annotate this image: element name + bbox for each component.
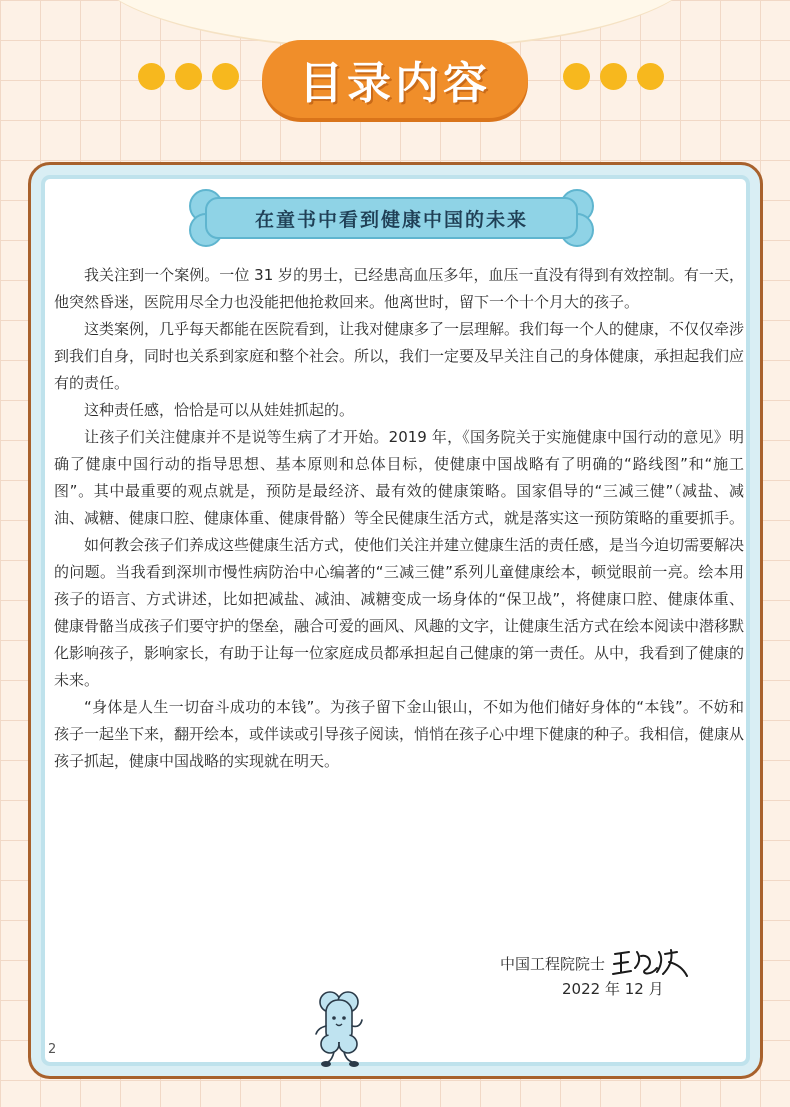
dot	[600, 63, 627, 90]
signature-image	[611, 946, 691, 980]
page-title-pill	[262, 40, 528, 118]
paragraph: 这种责任感，恰恰是可以从娃娃抓起的。	[84, 401, 355, 419]
dots-left	[138, 63, 239, 90]
dot	[563, 63, 590, 90]
signature-block	[500, 946, 691, 980]
dots-right	[563, 63, 664, 90]
paragraph: 如何教会孩子们养成这些健康生活方式，使他们关注并建立健康生活的责任感，是当今迫切需要解决的问题。当我看到深圳市慢性病防治中心编著的“三减三健”系列儿童健康绘本，顿觉眼前一亮。绘本用孩子的语言、方式讲述，比如把减盐、减油、减糖变成一场身体的“保卫战”，将健康口腔、健康体重、健康骨骼当成孩子们要守护的堡垒，融合可爱的画风、风趣的文字，让健康生活方式在绘本阅读中潜移默化影响孩子，影响家长，有助于让每一位家庭成员都承担起自己健康的第一责任。从中，我看到了健康的未来。	[54, 536, 745, 689]
paragraph: “身体是人生一切奋斗成功的本钱”。为孩子留下金山银山，不如为他们储好身体的“本钱”。不妨和孩子一起坐下来，翻开绘本，或伴读或引导孩子阅读，悄悄在孩子心中埋下健康的种子。我相信，健康从孩子抓起，健康中国战略的实现就在明天。	[54, 698, 745, 770]
paragraph: 这类案例，几乎每天都能在医院看到，让我对健康多了一层理解。我们每一个人的健康，不仅仅牵涉到我们自身，同时也关系到家庭和整个社会。所以，我们一定要及早关注自己的身体健康，承担起我们应有的责任。	[54, 320, 745, 392]
paragraph: 让孩子们关注健康并不是说等生病了才开始。2019 年，《国务院关于实施健康中国行动的意见》明确了健康中国行动的指导思想、基本原则和总体目标，使健康中国战略有了明确的“路线图”和“施工图”。其中最重要的观点就是，预防是最经济、最有效的健康策略。国家倡导的“三减三健”（减盐、减油、减糖、健康口腔、健康体重、健康骨骼）等全民健康生活方式，就是落实这一预防策略的重要抓手。	[54, 428, 745, 527]
article-body	[54, 262, 744, 775]
page-title: 目录内容	[299, 58, 491, 109]
paragraph: 我关注到一个案例。一位 31 岁的男士，已经患高血压多年，血压一直没有得到有效控制。有一天，他突然昏迷，医院用尽全力也没能把他抢救回来。他离世时，留下一个十个月大的孩子。	[54, 266, 744, 311]
dot	[138, 63, 165, 90]
date: 2022 年 12 月	[562, 980, 664, 998]
dot	[175, 63, 202, 90]
page-number: 2	[48, 1042, 57, 1057]
signature-title: 中国工程院院士	[500, 954, 606, 973]
dot	[637, 63, 664, 90]
dot	[212, 63, 239, 90]
bone-mascot-icon	[308, 990, 370, 1070]
section-heading: 在童书中看到健康中国的未来	[254, 208, 528, 231]
